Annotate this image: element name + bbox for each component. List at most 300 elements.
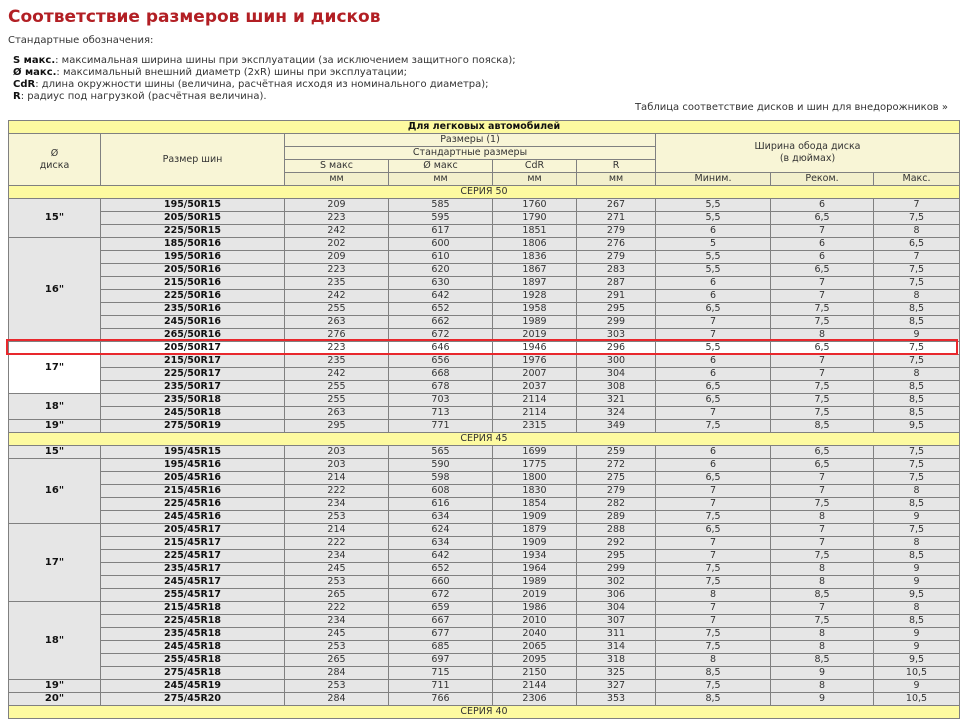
d-max: 711: [389, 680, 493, 693]
d-max: 713: [389, 407, 493, 420]
cdr: 1989: [493, 576, 577, 589]
s-max: 223: [285, 212, 389, 225]
rim-max: 7,5: [874, 355, 960, 368]
d-max: 668: [389, 368, 493, 381]
tire-size: 205/50R16: [101, 264, 285, 277]
cdr: 2037: [493, 381, 577, 394]
s-max: 203: [285, 459, 389, 472]
s-max: 234: [285, 498, 389, 511]
d-max: 703: [389, 394, 493, 407]
rim-rec: 7,5: [771, 394, 874, 407]
s-max: 242: [285, 368, 389, 381]
cdr: 1989: [493, 316, 577, 329]
rim-max: 7: [874, 251, 960, 264]
rim-rec: 8: [771, 641, 874, 654]
r: 311: [577, 628, 656, 641]
cdr: 1986: [493, 602, 577, 615]
table-row: [9, 264, 960, 277]
rim-rec: 7: [771, 524, 874, 537]
d-max: 677: [389, 628, 493, 641]
unit-label: мм: [285, 173, 389, 186]
tire-size: 215/50R16: [101, 277, 285, 290]
disk-diameter: 19": [9, 680, 101, 693]
cdr: 1806: [493, 238, 577, 251]
rim-min: 6: [656, 368, 771, 381]
series-row: [9, 433, 960, 446]
rim-rec: 6: [771, 251, 874, 264]
tire-size: 245/45R16: [101, 511, 285, 524]
tire-size: 245/45R19: [101, 680, 285, 693]
s-max: 284: [285, 693, 389, 706]
d-max: 616: [389, 498, 493, 511]
rim-rec: 9: [771, 693, 874, 706]
rim-max: 9: [874, 576, 960, 589]
tire-size: 275/50R19: [101, 420, 285, 433]
s-max: 202: [285, 238, 389, 251]
d-max: 672: [389, 589, 493, 602]
rim-max: 8,5: [874, 394, 960, 407]
table-row: [9, 212, 960, 225]
s-max: 255: [285, 394, 389, 407]
rim-max: 8,5: [874, 316, 960, 329]
d-max: 634: [389, 511, 493, 524]
table-row: [9, 355, 960, 368]
r: 349: [577, 420, 656, 433]
rim-rec: 6: [771, 199, 874, 212]
d-max: 585: [389, 199, 493, 212]
col-header-cdr: CdR: [493, 160, 577, 173]
rim-rec: 7: [771, 368, 874, 381]
rim-min: 7: [656, 602, 771, 615]
d-max: 678: [389, 381, 493, 394]
rim-max: 8: [874, 290, 960, 303]
tire-size: 235/50R16: [101, 303, 285, 316]
col-header-rim-width: Ширина обода диска (в дюймах): [656, 134, 960, 173]
s-max: 234: [285, 550, 389, 563]
r: 304: [577, 602, 656, 615]
rim-max: 9: [874, 563, 960, 576]
table-row: [9, 316, 960, 329]
rim-max: 8: [874, 537, 960, 550]
definition-item: [13, 79, 516, 91]
col-header-max: Макс.: [874, 173, 960, 186]
table-row: [9, 485, 960, 498]
table-row: [9, 472, 960, 485]
s-max: 245: [285, 628, 389, 641]
d-max: 617: [389, 225, 493, 238]
table-row: [9, 459, 960, 472]
definition-text: : длина окружности шины (величина, расчётная исходя из номинального диаметра);: [35, 79, 489, 90]
disk-diameter: 15": [9, 446, 101, 459]
s-max: 253: [285, 511, 389, 524]
series-row: [9, 706, 960, 719]
d-max: 672: [389, 329, 493, 342]
tire-size: 215/45R17: [101, 537, 285, 550]
rim-min: 6: [656, 355, 771, 368]
table-row: [9, 446, 960, 459]
definition-item: [13, 67, 516, 79]
col-header-s-max: S макс: [285, 160, 389, 173]
tire-size: 185/50R16: [101, 238, 285, 251]
table-row: [9, 563, 960, 576]
rim-rec: 6: [771, 238, 874, 251]
table-row: [9, 407, 960, 420]
tire-size: 245/50R18: [101, 407, 285, 420]
d-max: 771: [389, 420, 493, 433]
tire-size: 275/45R20: [101, 693, 285, 706]
table-row: [9, 498, 960, 511]
s-max: 255: [285, 381, 389, 394]
table-row: [9, 303, 960, 316]
disk-diameter: 16": [9, 238, 101, 342]
tire-size: 225/45R18: [101, 615, 285, 628]
rim-rec: 7: [771, 225, 874, 238]
tire-size: 205/50R15: [101, 212, 285, 225]
rim-rec: 7,5: [771, 407, 874, 420]
d-max: 660: [389, 576, 493, 589]
offroad-table-link[interactable]: Таблица соответствие дисков и шин для внедорожников »: [634, 102, 948, 113]
d-max: 590: [389, 459, 493, 472]
disk-diameter: 20": [9, 693, 101, 706]
rim-min: 7: [656, 550, 771, 563]
rim-max: 9: [874, 641, 960, 654]
tire-size: 225/50R15: [101, 225, 285, 238]
r: 296: [577, 342, 656, 355]
r: 288: [577, 524, 656, 537]
tire-size: 205/45R16: [101, 472, 285, 485]
definitions-list: [13, 55, 516, 103]
rim-max: 8: [874, 368, 960, 381]
cdr: 1760: [493, 199, 577, 212]
rim-max: 7,5: [874, 264, 960, 277]
rim-min: 6,5: [656, 524, 771, 537]
disk-diameter: 15": [9, 199, 101, 238]
rim-min: 6: [656, 277, 771, 290]
s-max: 253: [285, 680, 389, 693]
rim-min: 7: [656, 537, 771, 550]
rim-rec: 8: [771, 628, 874, 641]
rim-max: 7: [874, 199, 960, 212]
rim-max: 8: [874, 225, 960, 238]
cdr: 1976: [493, 355, 577, 368]
r: 279: [577, 251, 656, 264]
rim-max: 8,5: [874, 550, 960, 563]
rim-rec: 6,5: [771, 342, 874, 355]
tire-size: 245/50R16: [101, 316, 285, 329]
col-header-tire-size: Размер шин: [101, 134, 285, 186]
rim-rec: 8: [771, 511, 874, 524]
rim-max: 10,5: [874, 667, 960, 680]
rim-rec: 7: [771, 537, 874, 550]
rim-rec: 8: [771, 576, 874, 589]
table-row: [9, 381, 960, 394]
s-max: 234: [285, 615, 389, 628]
table-row: [9, 511, 960, 524]
s-max: 222: [285, 537, 389, 550]
rim-rec: 7,5: [771, 381, 874, 394]
cdr: 1964: [493, 563, 577, 576]
definition-term: CdR: [13, 79, 36, 90]
definition-term: R: [13, 91, 21, 102]
rim-min: 6,5: [656, 472, 771, 485]
cdr: 1909: [493, 511, 577, 524]
r: 275: [577, 472, 656, 485]
rim-rec: 7: [771, 472, 874, 485]
rim-max: 7,5: [874, 446, 960, 459]
tire-size: 215/50R17: [101, 355, 285, 368]
rim-max: 9,5: [874, 589, 960, 602]
rim-min: 8,5: [656, 667, 771, 680]
r: 314: [577, 641, 656, 654]
s-max: 253: [285, 576, 389, 589]
disk-diameter: 19": [9, 420, 101, 433]
table-row: [9, 277, 960, 290]
d-max: 620: [389, 264, 493, 277]
rim-rec: 7,5: [771, 316, 874, 329]
rim-max: 8,5: [874, 303, 960, 316]
s-max: 276: [285, 329, 389, 342]
r: 324: [577, 407, 656, 420]
series-label: СЕРИЯ 45: [9, 433, 960, 446]
cdr: 1830: [493, 485, 577, 498]
disk-diameter: 17": [9, 524, 101, 602]
rim-max: 8,5: [874, 498, 960, 511]
d-max: 595: [389, 212, 493, 225]
rim-min: 6,5: [656, 303, 771, 316]
rim-min: 6: [656, 459, 771, 472]
r: 282: [577, 498, 656, 511]
tire-size: 225/50R16: [101, 290, 285, 303]
cdr: 1928: [493, 290, 577, 303]
rim-min: 7,5: [656, 680, 771, 693]
s-max: 235: [285, 277, 389, 290]
table-row: [9, 680, 960, 693]
r: 318: [577, 654, 656, 667]
table-row: [9, 368, 960, 381]
definition-term: S макс.: [13, 55, 56, 66]
d-max: 565: [389, 446, 493, 459]
rim-rec: 7,5: [771, 550, 874, 563]
s-max: 265: [285, 654, 389, 667]
d-max: 659: [389, 602, 493, 615]
table-row: [9, 225, 960, 238]
s-max: 263: [285, 316, 389, 329]
definition-item: [13, 91, 516, 103]
rim-min: 5,5: [656, 212, 771, 225]
table-row: [9, 238, 960, 251]
cdr: 2065: [493, 641, 577, 654]
r: 300: [577, 355, 656, 368]
cdr: 2315: [493, 420, 577, 433]
rim-max: 8: [874, 485, 960, 498]
rim-min: 7: [656, 615, 771, 628]
rim-max: 7,5: [874, 459, 960, 472]
r: 327: [577, 680, 656, 693]
r: 307: [577, 615, 656, 628]
cdr: 1897: [493, 277, 577, 290]
rim-max: 8,5: [874, 381, 960, 394]
table-row: [9, 537, 960, 550]
r: 325: [577, 667, 656, 680]
rim-rec: 6,5: [771, 446, 874, 459]
r: 302: [577, 576, 656, 589]
tire-size: 225/45R16: [101, 498, 285, 511]
col-header-sizes-group: Размеры (1): [285, 134, 656, 147]
d-max: 598: [389, 472, 493, 485]
rim-max: 9: [874, 628, 960, 641]
unit-label: мм: [577, 173, 656, 186]
cdr: 2306: [493, 693, 577, 706]
rim-min: 5: [656, 238, 771, 251]
tire-size: 245/45R17: [101, 576, 285, 589]
series-row: [9, 186, 960, 199]
cdr: 1867: [493, 264, 577, 277]
r: 271: [577, 212, 656, 225]
cdr: 2144: [493, 680, 577, 693]
rim-rec: 8: [771, 329, 874, 342]
table-row: [9, 654, 960, 667]
rim-min: 7: [656, 407, 771, 420]
rim-rec: 6,5: [771, 212, 874, 225]
rim-rec: 7: [771, 602, 874, 615]
rim-min: 7,5: [656, 511, 771, 524]
cdr: 2095: [493, 654, 577, 667]
d-max: 652: [389, 303, 493, 316]
r: 259: [577, 446, 656, 459]
cdr: 1775: [493, 459, 577, 472]
table-row: [9, 615, 960, 628]
col-header-min: Миним.: [656, 173, 771, 186]
rim-max: 7,5: [874, 277, 960, 290]
col-header-r: R: [577, 160, 656, 173]
rim-max: 6,5: [874, 238, 960, 251]
col-header-d-max: Ø макс: [389, 160, 493, 173]
tire-size: 245/45R18: [101, 641, 285, 654]
rim-rec: 6,5: [771, 264, 874, 277]
tire-size: 235/45R18: [101, 628, 285, 641]
unit-label: мм: [493, 173, 577, 186]
rim-rec: 6,5: [771, 459, 874, 472]
rim-min: 7: [656, 485, 771, 498]
r: 291: [577, 290, 656, 303]
rim-min: 5,5: [656, 264, 771, 277]
cdr: 2019: [493, 589, 577, 602]
tire-size: 215/45R16: [101, 485, 285, 498]
rim-rec: 9: [771, 667, 874, 680]
unit-label: мм: [389, 173, 493, 186]
s-max: 242: [285, 290, 389, 303]
r: 289: [577, 511, 656, 524]
definition-text: : максимальная ширина шины при эксплуатации (за исключением защитного пояска);: [55, 55, 516, 66]
rim-min: 7: [656, 316, 771, 329]
r: 267: [577, 199, 656, 212]
tire-size: 195/50R15: [101, 199, 285, 212]
d-max: 715: [389, 667, 493, 680]
rim-max: 7,5: [874, 472, 960, 485]
cdr: 2010: [493, 615, 577, 628]
tire-size: 235/45R17: [101, 563, 285, 576]
s-max: 295: [285, 420, 389, 433]
rim-min: 7: [656, 329, 771, 342]
table-title: Для легковых автомобилей: [9, 121, 960, 134]
tire-size: 275/45R18: [101, 667, 285, 680]
rim-max: 8: [874, 602, 960, 615]
table-row: [9, 329, 960, 342]
cdr: 1958: [493, 303, 577, 316]
s-max: 209: [285, 251, 389, 264]
d-max: 667: [389, 615, 493, 628]
d-max: 624: [389, 524, 493, 537]
rim-max: 7,5: [874, 524, 960, 537]
tire-size: 195/45R15: [101, 446, 285, 459]
r: 303: [577, 329, 656, 342]
rim-min: 6: [656, 225, 771, 238]
rim-min: 7,5: [656, 576, 771, 589]
disk-diameter: 16": [9, 459, 101, 524]
r: 299: [577, 563, 656, 576]
r: 279: [577, 485, 656, 498]
r: 292: [577, 537, 656, 550]
table-row: [9, 628, 960, 641]
rim-max: 9: [874, 680, 960, 693]
r: 283: [577, 264, 656, 277]
definition-term: Ø макс.: [13, 67, 57, 78]
s-max: 245: [285, 563, 389, 576]
tire-rim-table: [8, 120, 960, 719]
table-row: [9, 693, 960, 706]
table-body: [9, 186, 960, 719]
s-max: 235: [285, 355, 389, 368]
cdr: 2019: [493, 329, 577, 342]
rim-min: 6,5: [656, 394, 771, 407]
col-header-standard-sizes: Стандартные размеры: [285, 147, 656, 160]
rim-min: 7: [656, 498, 771, 511]
rim-rec: 8,5: [771, 654, 874, 667]
definition-item: [13, 55, 516, 67]
tire-size: 205/45R17: [101, 524, 285, 537]
r: 353: [577, 693, 656, 706]
cdr: 1851: [493, 225, 577, 238]
cdr: 1699: [493, 446, 577, 459]
rim-max: 8,5: [874, 615, 960, 628]
tire-size: 265/50R16: [101, 329, 285, 342]
cdr: 2114: [493, 407, 577, 420]
rim-rec: 7: [771, 485, 874, 498]
table-row: [9, 420, 960, 433]
rim-rec: 7: [771, 277, 874, 290]
rim-rec: 8: [771, 563, 874, 576]
r: 272: [577, 459, 656, 472]
r: 299: [577, 316, 656, 329]
definition-text: : радиус под нагрузкой (расчётная величина).: [20, 91, 267, 102]
rim-max: 9: [874, 511, 960, 524]
s-max: 222: [285, 602, 389, 615]
table-row: [9, 576, 960, 589]
cdr: 1909: [493, 537, 577, 550]
s-max: 263: [285, 407, 389, 420]
s-max: 265: [285, 589, 389, 602]
rim-max: 10,5: [874, 693, 960, 706]
rim-min: 7,5: [656, 563, 771, 576]
definition-text: : максимальный внешний диаметр (2xR) шины при эксплуатации;: [56, 67, 407, 78]
rim-rec: 7: [771, 290, 874, 303]
rim-max: 7,5: [874, 212, 960, 225]
s-max: 222: [285, 485, 389, 498]
rim-rec: 7: [771, 355, 874, 368]
rim-max: 9,5: [874, 420, 960, 433]
col-header-disk: Ø диска: [9, 134, 101, 186]
disk-diameter: 18": [9, 602, 101, 680]
